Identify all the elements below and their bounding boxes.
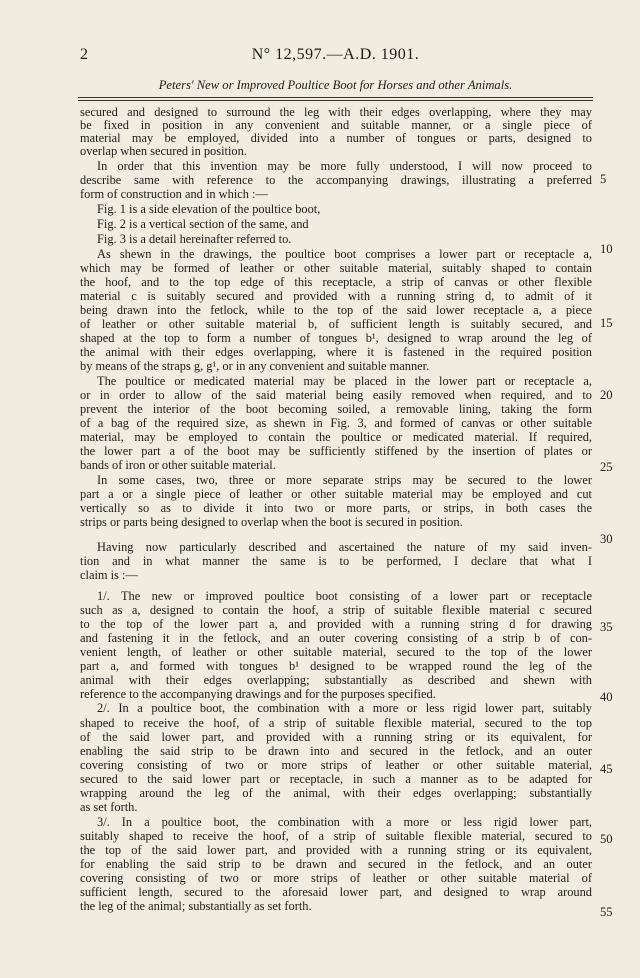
line-number: 50 bbox=[600, 832, 613, 846]
line-number: 15 bbox=[600, 316, 613, 330]
text-line: shaped to receive the hoof, of a strip of suitable flexible material, secured to the top bbox=[80, 716, 592, 730]
text-line: the leg of the animal; substantially as set forth. bbox=[80, 899, 312, 913]
text-line: by means of the straps g, g¹, or in any convenient and suitable manner. bbox=[80, 359, 430, 373]
text-line: tion and in what manner the same is to be performed, I declare that what I bbox=[80, 554, 592, 568]
text-line: the hoof, and to the top edge of this receptacle, a strip of canvas or other flexible bbox=[80, 275, 592, 289]
text-line: vertically so as to divide it into two or more parts, or strips, in both cases the bbox=[80, 501, 592, 515]
text-line: Fig. 2 is a vertical section of the same, and bbox=[97, 217, 309, 231]
text-line: In order that this invention may be more fully understood, I will now proceed to bbox=[97, 159, 592, 173]
text-line: material, may be employed to contain the poultice or medicated material. If required, bbox=[80, 430, 592, 444]
text-line: and fastening it in the fetlock, and an outer covering consisting of a strip b of con- bbox=[80, 631, 592, 645]
text-line: venient length, of leather or other suitable material, secured to the top of the lower bbox=[80, 645, 592, 659]
text-line: suitably shaped to receive the hoof, of a strip of suitable flexible material, secured to bbox=[80, 829, 592, 843]
text-line: bands of iron or other suitable material. bbox=[80, 458, 276, 472]
text-line: covering consisting of two or more strips of leather or other suitable material of bbox=[80, 871, 592, 885]
text-line: of leather or other suitable material b, of sufficient length is suitably secured, and bbox=[80, 317, 592, 331]
text-line: or in order to allow of the said material being easily removed when required, and to bbox=[80, 388, 592, 402]
text-line: to the top of the lower part a, and provided with a running string d for drawing bbox=[80, 617, 592, 631]
text-line: such as a, designed to contain the hoof, a strip of suitable flexible material c secured bbox=[80, 603, 592, 617]
text-line: wrapping around the leg of the animal, with their edges overlapping; substantially bbox=[80, 786, 592, 800]
text-line: 3/. In a poultice boot, the combination with a more or less rigid lower part, bbox=[97, 815, 592, 829]
text-line: the top of the said lower part, and provided with a running string or its equivalent, bbox=[80, 843, 592, 857]
text-line: shaped at the top to form a number of tongues b¹, designed to wrap around the leg of bbox=[80, 331, 592, 345]
text-line: animal with their edges overlapping; substantially as described and shewn with bbox=[80, 673, 592, 687]
line-number: 45 bbox=[600, 762, 613, 776]
text-line: the lower part a of the boot may be sufficiently stiffened by the insertion of plates or bbox=[80, 444, 592, 458]
text-line: as set forth. bbox=[80, 800, 138, 814]
line-number: 25 bbox=[600, 460, 613, 474]
text-line: secured and designed to surround the leg with their edges overlapping, where they may bbox=[80, 105, 592, 119]
text-line: of a bag of the required size, as shewn in Fig. 3, and formed of canvas or other suitable bbox=[80, 416, 592, 430]
page-number: 2 bbox=[80, 46, 88, 63]
text-line: Having now particularly described and ascertained the nature of my said inven- bbox=[97, 540, 592, 554]
text-line: the animal with their edges overlapping, where it is fastened in the required position bbox=[80, 345, 592, 359]
text-line: As shewn in the drawings, the poultice boot comprises a lower part or receptacle a, bbox=[97, 247, 592, 261]
text-line: 2/. In a poultice boot, the combination with a more or less rigid lower part, suitably bbox=[97, 701, 592, 715]
text-line: strips or parts being designed to overlap when the boot is secured in position. bbox=[80, 515, 463, 529]
line-number: 30 bbox=[600, 532, 613, 546]
text-line: sufficient length, secured to the aforesaid lower part, and designed to wrap around bbox=[80, 885, 592, 899]
text-line: which may be formed of leather or other suitable material, suitably shaped to contain bbox=[80, 261, 592, 275]
line-number: 10 bbox=[600, 242, 613, 256]
text-line: part a or a single piece of leather or other suitable material may be employed and cut bbox=[80, 487, 592, 501]
text-line: for enabling the said strip to be drawn and secured in the fetlock, and an outer bbox=[80, 857, 592, 871]
text-line: material may be employed, divided into a number of tongues or parts, designed to bbox=[80, 131, 592, 145]
text-line: material c is suitably secured and provided with a running string d, to admit of it bbox=[80, 289, 592, 303]
text-line: covering consisting of two or more strips of leather or other suitable material, bbox=[80, 758, 592, 772]
text-line: form of construction and in which :— bbox=[80, 187, 268, 201]
line-number: 5 bbox=[600, 172, 607, 186]
header-rule bbox=[78, 100, 593, 101]
text-line: of the said lower part, and provided with a running string or its equivalent, for bbox=[80, 730, 592, 744]
header-rule bbox=[78, 97, 593, 98]
text-line: Fig. 1 is a side elevation of the poultice boot, bbox=[97, 202, 321, 216]
patent-number: N° 12,597.—A.D. 1901. bbox=[251, 46, 420, 63]
text-line: prevent the interior of the boot becoming soiled, a removable lining, taking the form bbox=[80, 402, 592, 416]
text-line: secured to the said lower part or receptacle, in such a manner as to be adapted for bbox=[80, 772, 592, 786]
text-line: describe same with reference to the accompanying drawings, illustrating a preferred bbox=[80, 173, 592, 187]
line-number: 35 bbox=[600, 620, 613, 634]
text-line: reference to the accompanying drawings and for the purposes specified. bbox=[80, 687, 436, 701]
page-header bbox=[78, 46, 593, 68]
line-number: 20 bbox=[600, 388, 613, 402]
text-line: part a, and formed with tongues b¹ designed to be wrapped round the leg of the bbox=[80, 659, 592, 673]
text-line: being drawn into the fetlock, while to the top of the said lower receptacle a, a piece bbox=[80, 303, 592, 317]
text-line: 1/. The new or improved poultice boot consisting of a lower part or receptacle bbox=[97, 589, 592, 603]
running-title: Peters' New or Improved Poultice Boot for Horses and other Animals. bbox=[158, 78, 513, 92]
text-line: overlap when secured in position. bbox=[80, 144, 247, 158]
line-number: 40 bbox=[600, 690, 613, 704]
text-line: Fig. 3 is a detail hereinafter referred to. bbox=[97, 232, 292, 246]
text-line: be fixed in position in any convenient and suitable manner, or a single piece of bbox=[80, 118, 592, 132]
text-line: The poultice or medicated material may be placed in the lower part or receptacle a, bbox=[97, 374, 592, 388]
text-line: In some cases, two, three or more separate strips may be secured to the lower bbox=[97, 473, 592, 487]
text-line: claim is :— bbox=[80, 568, 138, 582]
line-number: 55 bbox=[600, 905, 613, 919]
text-line: enabling the said strip to be drawn into and secured in the fetlock, and an outer bbox=[80, 744, 592, 758]
